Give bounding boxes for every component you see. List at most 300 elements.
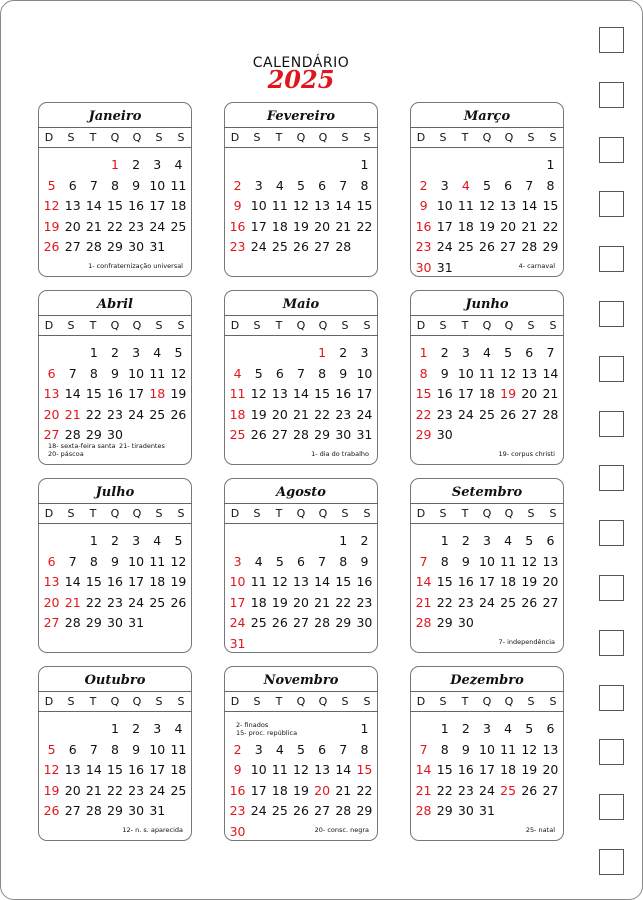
day-cell: 6	[68, 177, 77, 193]
day-cell: 14	[293, 386, 309, 401]
day-cell: 17	[149, 762, 166, 777]
day-cell: 14	[64, 574, 81, 589]
empty-day-cell	[227, 155, 248, 176]
day-cell: 18	[170, 762, 187, 777]
day-cell: 13	[542, 553, 559, 569]
weekday-label: T	[275, 319, 283, 332]
day-cell: 10	[436, 198, 453, 213]
weekday-label: Q	[110, 695, 120, 708]
day-cell: 4	[153, 533, 162, 548]
weekday-label: D	[416, 131, 426, 144]
day-cell: 19	[271, 594, 288, 610]
weekday-header	[38, 503, 192, 524]
weekday-label: S	[439, 131, 447, 144]
calendar-header	[1, 55, 601, 94]
weekday-label: Q	[318, 695, 328, 708]
day-cell: 18	[479, 386, 495, 401]
weekday-label: D	[44, 507, 54, 520]
day-cell: 27	[43, 427, 60, 442]
day-cell: 29	[542, 239, 559, 254]
holiday-note: 1- dia do trabalho	[311, 450, 369, 458]
day-cell: 5	[275, 553, 284, 569]
month-name: Dezembro	[450, 673, 524, 688]
day-cell: 21	[415, 594, 432, 610]
day-cell: 16	[229, 782, 246, 798]
empty-day-cell	[333, 155, 354, 176]
weekday-header	[38, 691, 192, 712]
day-cell: 14	[314, 574, 331, 589]
day-cell: 6	[318, 177, 327, 193]
day-cell: 7	[419, 553, 428, 569]
day-cell: 14	[64, 386, 81, 401]
checkbox[interactable]	[599, 246, 624, 272]
day-cell: 27	[521, 406, 538, 422]
day-cell: 9	[111, 365, 119, 381]
day-cell: 17	[250, 218, 267, 234]
day-cell: 3	[461, 345, 470, 360]
holiday-note: 1- confraternização universal	[88, 262, 183, 270]
day-cell: 25	[250, 615, 267, 630]
day-cell: 21	[542, 386, 559, 401]
holiday-note: 12- n. s. aparecida	[122, 826, 183, 834]
day-cell: 10	[250, 762, 267, 777]
weekday-label: Q	[482, 131, 492, 144]
day-cell: 2	[461, 533, 470, 548]
month-card-julho	[38, 478, 192, 653]
day-cell: 19	[500, 386, 517, 401]
day-cell: 21	[85, 782, 102, 798]
day-cell: 30	[436, 427, 453, 442]
day-cell: 13	[43, 386, 60, 401]
empty-day-cell	[227, 343, 248, 364]
day-cell: 20	[64, 218, 81, 234]
day-cell: 29	[335, 615, 352, 630]
day-cell: 8	[360, 177, 369, 193]
day-cell: 28	[85, 803, 102, 818]
holiday-note: 20- consc. negra	[314, 826, 369, 834]
day-cell: 28	[415, 803, 432, 818]
day-cell: 29	[415, 427, 432, 442]
day-cell: 8	[89, 553, 98, 569]
month-name: Outubro	[84, 673, 146, 688]
day-cell: 4	[504, 533, 513, 548]
day-cell: 30	[457, 615, 474, 630]
day-cell: 27	[293, 615, 309, 630]
checkbox[interactable]	[599, 575, 624, 601]
holiday-note: 20- páscoa	[48, 450, 84, 458]
day-cell: 7	[339, 177, 348, 193]
checkbox[interactable]	[599, 301, 624, 327]
day-cell: 13	[314, 198, 331, 213]
day-cell: 21	[314, 594, 331, 610]
day-cell: 6	[525, 345, 534, 360]
day-cell: 13	[521, 365, 538, 381]
day-cell: 6	[297, 553, 305, 569]
day-cell: 9	[233, 198, 242, 213]
day-cell: 12	[500, 365, 517, 381]
day-cell: 14	[85, 198, 102, 213]
day-cell: 26	[170, 406, 187, 422]
day-cell: 25	[500, 594, 517, 610]
day-cell: 8	[546, 177, 555, 193]
weekday-label: D	[44, 319, 54, 332]
day-cell: 16	[128, 198, 145, 213]
empty-day-cell	[434, 155, 455, 176]
weekday-label: S	[253, 507, 261, 520]
day-cell: 31	[479, 803, 495, 818]
day-cell: 21	[415, 782, 432, 798]
day-cell: 26	[43, 803, 60, 818]
weekday-label: T	[461, 131, 469, 144]
weekday-label: S	[177, 695, 185, 708]
day-cell: 3	[440, 177, 449, 193]
day-cell: 29	[356, 803, 373, 818]
day-cell: 30	[229, 823, 246, 839]
day-cell: 26	[170, 594, 187, 610]
weekday-label: D	[230, 695, 240, 708]
checkbox[interactable]	[599, 739, 624, 765]
day-cell: 17	[457, 386, 474, 401]
day-cell: 22	[335, 594, 352, 610]
weekday-label: Q	[482, 507, 492, 520]
day-cell: 2	[339, 345, 348, 360]
day-cell: 24	[356, 406, 373, 422]
day-cell: 18	[250, 594, 267, 610]
weekday-label: Q	[296, 131, 306, 144]
day-cell: 9	[360, 553, 369, 569]
weekday-label: S	[155, 695, 163, 708]
weekday-label: D	[230, 507, 240, 520]
day-cell: 8	[360, 741, 369, 757]
month-card-dezembro	[410, 666, 564, 841]
weekday-header	[410, 503, 564, 524]
day-cell: 2	[111, 533, 119, 548]
day-cell: 7	[419, 741, 428, 757]
day-cell: 24	[128, 406, 145, 422]
day-cell: 22	[542, 218, 559, 234]
month-name: Setembro	[451, 485, 523, 500]
day-cell: 5	[254, 365, 263, 381]
day-cell: 20	[542, 574, 559, 589]
day-cell: 6	[504, 177, 513, 193]
weekday-header	[410, 315, 564, 336]
days-grid	[411, 531, 563, 634]
weekday-header	[224, 691, 378, 712]
day-cell: 22	[314, 406, 331, 422]
day-cell: 16	[107, 574, 123, 589]
day-cell: 13	[64, 762, 81, 777]
checkbox[interactable]	[599, 794, 624, 820]
checkbox[interactable]	[599, 520, 624, 546]
weekday-label: D	[416, 319, 426, 332]
day-cell: 26	[250, 427, 267, 442]
day-cell: 2	[360, 533, 369, 548]
day-cell: 11	[170, 177, 187, 193]
day-cell: 13	[64, 198, 81, 213]
day-cell: 2	[461, 721, 470, 736]
day-cell: 29	[107, 803, 123, 818]
day-cell: 11	[271, 762, 288, 777]
day-cell: 18	[500, 762, 517, 777]
checkbox[interactable]	[599, 465, 624, 491]
day-cell: 31	[149, 239, 166, 254]
empty-day-cell	[41, 343, 62, 364]
day-cell: 8	[111, 177, 119, 193]
empty-day-cell	[333, 719, 354, 740]
weekday-label: S	[527, 695, 535, 708]
month-card-novembro	[224, 666, 378, 841]
day-cell: 11	[250, 574, 267, 589]
day-cell: 11	[149, 553, 166, 569]
day-cell: 3	[254, 741, 263, 757]
day-cell: 28	[314, 615, 331, 630]
empty-day-cell	[269, 343, 290, 364]
empty-day-cell	[62, 531, 83, 552]
day-cell: 17	[479, 574, 495, 589]
day-cell: 20	[314, 218, 331, 234]
weekday-label: S	[363, 319, 371, 332]
month-name: Fevereiro	[266, 109, 336, 124]
day-cell: 21	[335, 782, 352, 798]
day-cell: 22	[415, 406, 432, 422]
day-cell: 15	[335, 574, 352, 589]
day-cell: 15	[436, 762, 453, 777]
month-card-abril	[38, 290, 192, 465]
day-cell: 12	[521, 741, 538, 757]
day-cell: 15	[314, 386, 331, 401]
empty-day-cell	[41, 155, 62, 176]
day-cell: 19	[293, 782, 309, 798]
weekday-label: D	[44, 131, 54, 144]
empty-day-cell	[413, 531, 434, 552]
day-cell: 5	[47, 177, 56, 193]
day-cell: 30	[335, 427, 352, 442]
day-cell: 9	[419, 198, 428, 213]
month-name: Março	[463, 109, 511, 124]
day-cell: 30	[107, 615, 123, 630]
calendar-year: 2025	[267, 65, 335, 94]
day-cell: 8	[318, 365, 327, 381]
day-cell: 1	[360, 157, 369, 172]
weekday-label: Q	[296, 695, 306, 708]
day-cell: 25	[500, 782, 517, 798]
day-cell: 24	[250, 803, 267, 818]
checkbox[interactable]	[599, 685, 624, 711]
day-cell: 21	[64, 594, 81, 610]
day-cell: 28	[335, 803, 352, 818]
day-cell: 12	[250, 386, 267, 401]
day-cell: 5	[504, 345, 513, 360]
day-cell: 7	[89, 177, 98, 193]
day-cell: 3	[483, 533, 491, 548]
day-cell: 11	[229, 386, 246, 401]
empty-day-cell	[413, 155, 434, 176]
month-card-maio	[224, 290, 378, 465]
day-cell: 26	[521, 782, 538, 798]
weekday-label: T	[461, 319, 469, 332]
day-cell: 4	[461, 177, 470, 193]
day-cell: 29	[85, 615, 102, 630]
day-cell: 30	[457, 803, 474, 818]
days-grid	[225, 343, 377, 446]
day-cell: 18	[149, 574, 166, 589]
day-cell: 20	[64, 782, 81, 798]
day-cell: 7	[297, 365, 305, 381]
days-grid	[411, 155, 563, 278]
day-cell: 31	[229, 635, 246, 651]
checkbox[interactable]	[599, 849, 624, 875]
day-cell: 4	[174, 157, 183, 172]
day-cell: 15	[356, 762, 373, 777]
weekday-header	[224, 503, 378, 524]
day-cell: 7	[68, 365, 77, 381]
day-cell: 4	[275, 177, 284, 193]
day-cell: 6	[68, 741, 77, 757]
day-cell: 15	[436, 574, 453, 589]
day-cell: 17	[128, 386, 145, 401]
empty-day-cell	[269, 531, 290, 552]
day-cell: 26	[479, 239, 495, 254]
days-grid	[411, 719, 563, 822]
day-cell: 5	[174, 533, 183, 548]
weekday-label: S	[439, 507, 447, 520]
day-cell: 13	[271, 386, 288, 401]
weekday-label: T	[461, 695, 469, 708]
day-cell: 18	[457, 218, 474, 234]
empty-day-cell	[227, 531, 248, 552]
day-cell: 20	[43, 406, 60, 422]
day-cell: 30	[415, 259, 432, 275]
empty-day-cell	[41, 719, 62, 740]
day-cell: 27	[542, 594, 559, 610]
day-cell: 24	[457, 406, 474, 422]
day-cell: 7	[68, 553, 77, 569]
day-cell: 23	[457, 782, 474, 798]
day-cell: 4	[174, 721, 183, 736]
month-card-agosto	[224, 478, 378, 653]
day-cell: 31	[356, 427, 373, 442]
day-cell: 10	[250, 198, 267, 213]
empty-day-cell	[62, 343, 83, 364]
day-cell: 17	[436, 218, 453, 234]
day-cell: 13	[314, 762, 331, 777]
day-cell: 13	[293, 574, 309, 589]
day-cell: 13	[500, 198, 517, 213]
day-cell: 27	[43, 615, 60, 630]
month-card-março	[410, 102, 564, 277]
day-cell: 25	[271, 803, 288, 818]
weekday-header	[410, 691, 564, 712]
month-name: Novembro	[263, 673, 339, 688]
weekday-label: Q	[482, 319, 492, 332]
checkbox[interactable]	[599, 82, 624, 108]
day-cell: 15	[85, 386, 102, 401]
day-cell: 23	[356, 594, 373, 610]
day-cell: 10	[128, 365, 145, 381]
day-cell: 13	[43, 574, 60, 589]
day-cell: 10	[128, 553, 145, 569]
day-cell: 7	[339, 741, 348, 757]
day-cell: 7	[89, 741, 98, 757]
month-name: Julho	[95, 485, 135, 500]
day-cell: 2	[132, 721, 141, 736]
day-cell: 1	[546, 157, 555, 172]
day-cell: 23	[229, 803, 246, 818]
day-cell: 28	[85, 239, 102, 254]
weekday-label: Q	[318, 507, 328, 520]
checkbox[interactable]	[599, 356, 624, 382]
weekday-label: T	[461, 507, 469, 520]
day-cell: 11	[271, 198, 288, 213]
day-cell: 30	[128, 803, 145, 818]
day-cell: 30	[356, 615, 373, 630]
day-cell: 12	[271, 574, 288, 589]
weekday-label: T	[89, 319, 97, 332]
day-cell: 24	[436, 239, 453, 254]
day-cell: 13	[542, 741, 559, 757]
day-cell: 6	[47, 553, 56, 569]
day-cell: 22	[107, 218, 123, 234]
empty-day-cell	[498, 155, 519, 176]
day-cell: 14	[521, 198, 538, 213]
weekday-label: D	[416, 507, 426, 520]
days-grid	[225, 719, 377, 842]
day-cell: 17	[229, 594, 246, 610]
day-cell: 29	[107, 239, 123, 254]
day-cell: 4	[275, 741, 284, 757]
holiday-note: 21- tiradentes	[119, 442, 165, 450]
day-cell: 9	[461, 553, 470, 569]
checkbox[interactable]	[599, 137, 624, 163]
checkbox[interactable]	[599, 411, 624, 437]
weekday-label: S	[527, 507, 535, 520]
day-cell: 26	[521, 594, 538, 610]
day-cell: 25	[149, 406, 166, 422]
day-cell: 8	[419, 365, 428, 381]
day-cell: 9	[111, 553, 119, 569]
day-cell: 12	[479, 198, 495, 213]
day-cell: 7	[525, 177, 534, 193]
checkbox[interactable]	[599, 191, 624, 217]
day-cell: 28	[415, 615, 432, 630]
weekday-label: S	[363, 695, 371, 708]
day-cell: 24	[250, 239, 267, 254]
days-grid	[225, 531, 377, 654]
day-cell: 5	[297, 177, 305, 193]
day-cell: 17	[250, 782, 267, 798]
day-cell: 6	[275, 365, 284, 381]
weekday-label: D	[416, 695, 426, 708]
empty-day-cell	[290, 531, 311, 552]
day-cell: 1	[440, 533, 449, 548]
day-cell: 19	[250, 406, 267, 422]
day-cell: 3	[153, 721, 162, 736]
empty-day-cell	[62, 719, 83, 740]
day-cell: 21	[521, 218, 538, 234]
empty-day-cell	[519, 155, 540, 176]
weekday-label: Q	[110, 131, 120, 144]
day-cell: 15	[107, 198, 123, 213]
checkbox[interactable]	[599, 630, 624, 656]
checkbox[interactable]	[599, 27, 624, 53]
weekday-label: Q	[318, 319, 328, 332]
weekday-label: Q	[132, 319, 142, 332]
day-cell: 20	[521, 386, 538, 401]
day-cell: 2	[233, 177, 242, 193]
day-cell: 9	[132, 741, 141, 757]
day-cell: 18	[229, 406, 246, 422]
day-cell: 22	[107, 782, 123, 798]
